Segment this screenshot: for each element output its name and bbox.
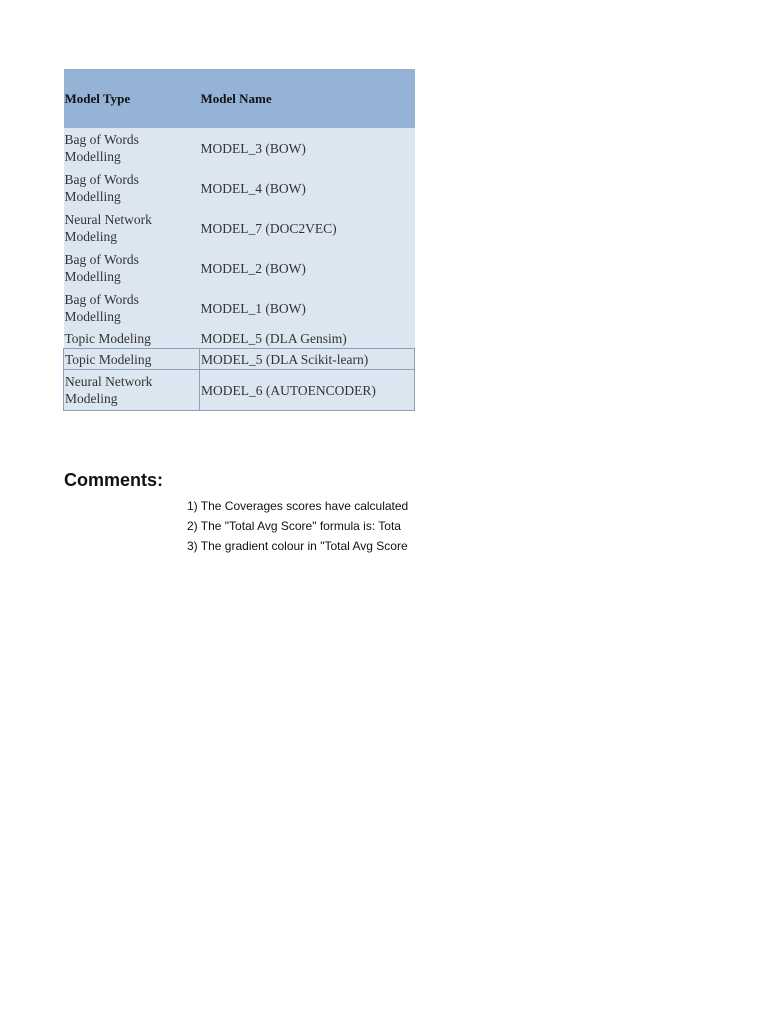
cell-model-name[interactable]: MODEL_1 (BOW) [200,288,415,328]
table-row [64,349,415,370]
cell-model-type[interactable]: Bag of Words Modelling [64,248,200,288]
table-row [64,248,415,288]
table-header-row [64,69,415,128]
cell-model-name[interactable]: MODEL_2 (BOW) [200,248,415,288]
table-row [64,128,415,168]
comment-item[interactable]: 2) The "Total Avg Score" formula is: Tota [187,519,401,533]
table-row [64,288,415,328]
table-row [64,208,415,248]
cell-model-type[interactable]: Topic Modeling [64,328,200,349]
comments-section [64,470,163,491]
cell-model-type[interactable]: Bag of Words Modelling [64,128,200,168]
comments-title: Comments: [64,470,164,490]
model-table [63,69,415,411]
comment-list [187,496,414,556]
cell-model-type[interactable]: Bag of Words Modelling [64,168,200,208]
table-row [64,328,415,349]
comment-item[interactable]: 3) The gradient colour in "Total Avg Score [187,539,408,553]
cell-model-type[interactable]: Neural Network Modeling [64,370,200,411]
cell-model-name[interactable]: MODEL_5 (DLA Scikit-learn) [200,349,415,370]
comment-item[interactable]: 1) The Coverages scores have calculated [187,499,409,513]
table-row [64,168,415,208]
header-model-name[interactable]: Model Name [200,69,415,128]
cell-model-type[interactable]: Neural Network Modeling [64,208,200,248]
cell-model-name[interactable]: MODEL_4 (BOW) [200,168,415,208]
table-row [64,370,415,411]
cell-model-type[interactable]: Bag of Words Modelling [64,288,200,328]
cell-model-name[interactable]: MODEL_7 (DOC2VEC) [200,208,415,248]
cell-model-type[interactable]: Topic Modeling [64,349,200,370]
header-model-type[interactable]: Model Type [64,69,200,128]
cell-model-name[interactable]: MODEL_3 (BOW) [200,128,415,168]
model-table-region [63,69,414,411]
cell-model-name[interactable]: MODEL_6 (AUTOENCODER) [200,370,415,411]
cell-model-name[interactable]: MODEL_5 (DLA Gensim) [200,328,415,349]
